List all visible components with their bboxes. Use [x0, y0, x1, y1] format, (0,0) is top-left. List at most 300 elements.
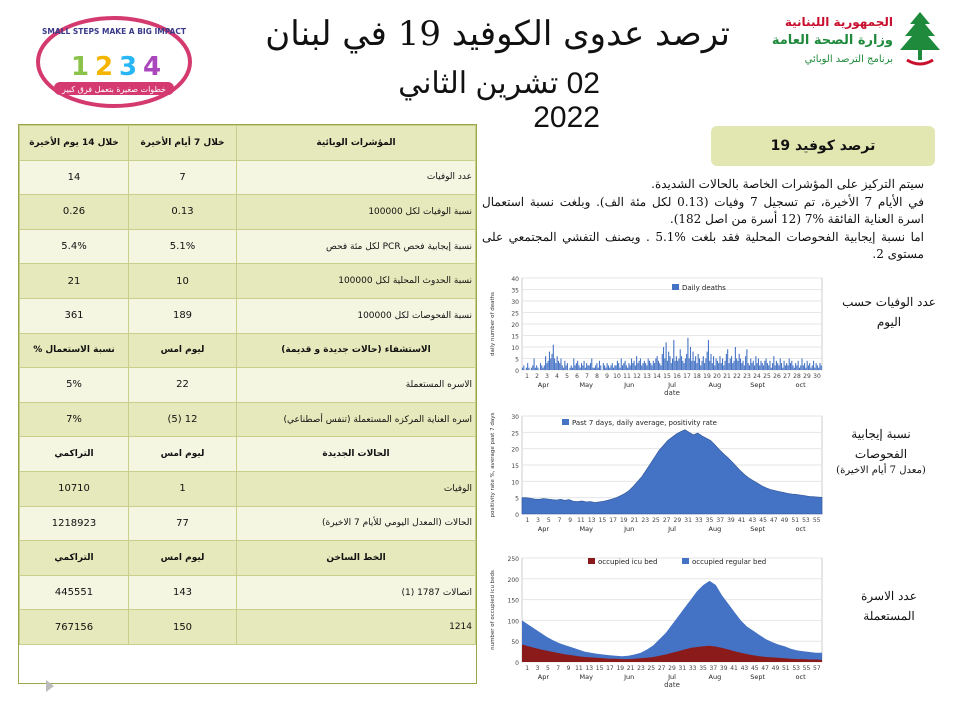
y-tick-label: 0: [515, 368, 519, 375]
table-cell: 77: [129, 506, 237, 541]
deaths-bar: [810, 368, 811, 370]
deaths-bar: [805, 368, 806, 370]
deaths-bar: [699, 359, 700, 371]
deaths-bar: [680, 349, 681, 370]
deaths-bar: [653, 361, 654, 370]
table-cell: خلال 7 أيام الأخيرة: [129, 126, 237, 161]
deaths-bar: [749, 365, 750, 370]
deaths-bar: [740, 359, 741, 371]
deaths-bar: [793, 365, 794, 370]
deaths-bar: [681, 356, 682, 370]
x-tick-label: 25: [647, 665, 656, 672]
deaths-bar: [755, 356, 756, 370]
x-tick-label: 26: [773, 373, 781, 380]
x-tick-label: 21: [626, 665, 635, 672]
x-tick-label: 1: [525, 373, 529, 380]
y-axis-label: daily number of deaths: [490, 292, 496, 356]
deaths-bar: [676, 356, 677, 370]
deaths-bar: [800, 365, 801, 370]
deaths-bar: [758, 359, 759, 371]
deaths-bar: [703, 356, 704, 370]
y-tick-label: 35: [511, 287, 519, 295]
deaths-bar: [545, 356, 546, 370]
deaths-bar: [604, 365, 605, 370]
deaths-bar: [658, 361, 659, 370]
x-tick-label: 16: [673, 373, 681, 380]
x-tick-label: 33: [688, 665, 697, 672]
deaths-bar: [532, 365, 533, 370]
x-tick-label: 3: [535, 665, 540, 672]
x-tick-label: 15: [663, 373, 671, 380]
x-tick-label: 14: [653, 373, 661, 380]
deaths-bar: [576, 363, 577, 370]
x-tick-label: 5: [565, 373, 569, 380]
deaths-bar: [528, 368, 529, 370]
x-tick-label: 19: [703, 373, 711, 380]
table-row: [20, 195, 476, 230]
deaths-bar: [714, 365, 715, 370]
x-tick-label: 9: [568, 517, 573, 524]
deaths-bar: [582, 365, 583, 370]
table-header-row: [20, 333, 476, 368]
deaths-bar: [673, 340, 674, 370]
deaths-bar: [667, 361, 668, 370]
x-tick-label: 30: [813, 373, 821, 380]
deaths-bar: [557, 356, 558, 370]
y-axis-label: number of occupied icu beds: [490, 570, 496, 650]
y-tick-label: 25: [511, 310, 519, 318]
deaths-bar: [816, 363, 817, 370]
deaths-bar: [632, 363, 633, 370]
x-axis-label: date: [664, 389, 680, 397]
table-cell: 1218923: [20, 506, 129, 541]
deaths-bar: [775, 365, 776, 370]
deaths-bar: [776, 361, 777, 370]
x-tick-label: 11: [575, 665, 583, 672]
deaths-bar: [716, 359, 717, 371]
table-row: [20, 575, 476, 610]
deaths-bar: [562, 365, 563, 370]
deaths-bar: [612, 363, 613, 370]
deaths-bar: [773, 356, 774, 370]
campaign-number-2: 2: [94, 52, 114, 82]
deaths-bar: [678, 359, 679, 371]
page-title: ترصد عدوى الكوفيد 19 في لبنان: [265, 14, 730, 54]
deaths-bar: [759, 365, 760, 370]
x-tick-label: 31: [684, 517, 692, 524]
x-tick-label: 45: [759, 517, 767, 524]
deaths-bar: [585, 368, 586, 370]
deaths-bar: [684, 363, 685, 370]
deaths-bar: [527, 363, 528, 370]
deaths-bar: [546, 363, 547, 370]
deaths-bar: [573, 359, 574, 371]
deaths-bar: [572, 368, 573, 370]
deaths-bar: [594, 368, 595, 370]
deaths-bar: [778, 365, 779, 370]
table-cell: 5.1%: [129, 229, 237, 264]
deaths-bar: [596, 363, 597, 370]
month-label: Jul: [668, 525, 676, 533]
deaths-bar: [700, 365, 701, 370]
deaths-bar: [743, 361, 744, 370]
legend-swatch: [682, 558, 689, 564]
positivity-label-text: نسبة إيجابية الفحوصات: [851, 427, 911, 461]
y-tick-label: 15: [511, 463, 519, 470]
month-label: Apr: [537, 381, 550, 389]
month-label: oct: [795, 673, 806, 681]
deaths-bar: [739, 354, 740, 370]
deaths-bar: [819, 363, 820, 370]
deaths-bar: [718, 363, 719, 370]
indicators-table: [18, 124, 477, 684]
deaths-bar: [651, 365, 652, 370]
positivity-rate-chart: [488, 408, 828, 540]
table-cell: 0.26: [20, 195, 129, 230]
campaign-arabic-text: خطوات صغيرة بتعمل فرق كبير: [62, 85, 166, 94]
deaths-bar: [751, 363, 752, 370]
y-tick-label: 100: [507, 618, 519, 626]
deaths-bar: [772, 363, 773, 370]
deaths-bar: [563, 368, 564, 370]
deaths-bar: [710, 354, 711, 370]
x-tick-label: 39: [727, 517, 735, 524]
deaths-bar: [589, 365, 590, 370]
deaths-bar: [701, 361, 702, 370]
x-tick-label: 20: [713, 373, 721, 380]
deaths-bar: [745, 356, 746, 370]
deaths-bar: [619, 368, 620, 370]
table-cell: عدد الوفيات: [237, 160, 476, 195]
x-tick-label: 23: [641, 517, 650, 524]
deaths-bar: [664, 359, 665, 371]
ministry-line3: برنامج الترصد الوبائي: [804, 54, 893, 65]
table-header-row: [20, 437, 476, 472]
deaths-bar: [728, 363, 729, 370]
deaths-bar: [610, 365, 611, 370]
x-tick-label: 17: [606, 665, 614, 672]
x-tick-label: 21: [630, 517, 639, 524]
x-tick-label: 3: [545, 373, 549, 380]
deaths-bar: [655, 359, 656, 371]
y-tick-label: 30: [511, 414, 519, 421]
deaths-bar: [682, 361, 683, 370]
deaths-bar: [614, 365, 615, 370]
deaths-bar: [732, 363, 733, 370]
deaths-bar: [544, 365, 545, 370]
deaths-bar: [741, 363, 742, 370]
deaths-bar: [786, 363, 787, 370]
deaths-bar: [735, 347, 736, 370]
x-tick-label: 19: [616, 665, 625, 672]
campaign-logo: [34, 12, 194, 110]
deaths-bar: [754, 365, 755, 370]
deaths-bar: [784, 361, 785, 370]
deaths-bar: [662, 354, 663, 370]
x-tick-label: 27: [783, 373, 791, 380]
deaths-bar: [814, 368, 815, 370]
deaths-bar: [636, 356, 637, 370]
deaths-bar: [794, 368, 795, 370]
deaths-bar: [704, 363, 705, 370]
deaths-bar: [689, 359, 690, 371]
deaths-bar: [744, 365, 745, 370]
legend-swatch: [562, 419, 569, 425]
y-tick-label: 5: [515, 356, 519, 364]
deaths-bar: [599, 361, 600, 370]
x-tick-label: 37: [709, 665, 718, 672]
x-tick-label: 25: [652, 517, 660, 524]
x-tick-label: 35: [705, 517, 714, 524]
y-tick-label: 10: [511, 479, 519, 487]
legend-swatch: [588, 558, 595, 564]
x-tick-label: 27: [662, 517, 671, 524]
x-tick-label: 1: [525, 517, 530, 524]
x-tick-label: 7: [556, 665, 561, 672]
deaths-bar: [769, 361, 770, 370]
month-label: Sept: [750, 673, 766, 681]
y-tick-label: 25: [511, 430, 519, 438]
deaths-bar: [753, 361, 754, 370]
deaths-bar: [618, 363, 619, 370]
x-tick-label: 29: [673, 517, 682, 524]
deaths-bar: [586, 363, 587, 370]
summary-line: اما نسبة إيجابية الفحوصات المحلية فقد بلغت %5.1 . ويصنف التفشي المجتمعي على مستوى 2.: [482, 229, 924, 261]
table-cell: الاسره المستعملة: [237, 368, 476, 403]
y-axis-label: positivity rate %, average past 7 days: [490, 412, 496, 518]
deaths-bar: [631, 359, 632, 371]
deaths-bar: [608, 365, 609, 370]
deaths-bar: [767, 363, 768, 370]
x-tick-label: 6: [575, 373, 579, 380]
deaths-bar: [625, 361, 626, 370]
deaths-bar: [645, 363, 646, 370]
deaths-bar: [677, 361, 678, 370]
deaths-bar: [736, 359, 737, 371]
campaign-number-3: 3: [118, 52, 138, 82]
deaths-bar: [750, 359, 751, 371]
x-tick-label: 21: [723, 373, 731, 380]
table-cell: 445551: [20, 575, 129, 610]
deaths-bar: [591, 359, 592, 371]
y-tick-label: 15: [511, 333, 519, 341]
x-tick-label: 23: [637, 665, 645, 672]
x-tick-label: 51: [791, 517, 800, 524]
x-tick-label: 10: [613, 373, 621, 380]
table-row: [20, 264, 476, 299]
deaths-bar: [693, 352, 694, 370]
deaths-bar: [669, 356, 670, 370]
x-tick-label: 55: [812, 517, 821, 524]
table-cell: 361: [20, 298, 129, 333]
x-tick-label: 11: [623, 373, 631, 380]
table-header-row: [20, 126, 476, 161]
y-tick-label: 0: [515, 660, 519, 667]
deaths-bar: [708, 340, 709, 370]
y-tick-label: 10: [511, 345, 519, 352]
x-tick-label: 24: [753, 373, 761, 380]
deaths-bar: [690, 347, 691, 370]
table-cell: نسبة إيجابية فحص PCR لكل مئة فحص: [237, 229, 476, 264]
deaths-bar: [554, 359, 555, 371]
campaign-english-text: SMALL STEPS MAKE A BIG IMPACT: [42, 27, 186, 36]
deaths-bar: [581, 363, 582, 370]
beds-chart-label: عدد الاسرة المستعملة: [861, 589, 917, 623]
deaths-bar: [587, 365, 588, 370]
campaign-number-1: 1: [70, 52, 90, 82]
x-tick-label: 43: [748, 517, 757, 524]
deaths-bar: [626, 365, 627, 370]
x-tick-label: 37: [716, 517, 725, 524]
month-label: May: [579, 381, 594, 389]
table-row: [20, 368, 476, 403]
deaths-bar: [627, 368, 628, 370]
table-cell: التراكمي: [20, 541, 129, 576]
deaths-bar: [801, 359, 802, 371]
deaths-bar: [549, 352, 550, 370]
deaths-bar: [548, 361, 549, 370]
deaths-bar: [526, 368, 527, 370]
x-tick-label: 55: [802, 665, 811, 672]
table-cell: نسبة الوفيات لكل 100000: [237, 195, 476, 230]
legend-label: occupied icu bed: [598, 558, 658, 566]
deaths-bar: [789, 359, 790, 371]
deaths-bar: [607, 363, 608, 370]
x-tick-label: 25: [763, 373, 771, 380]
deaths-bar: [630, 365, 631, 370]
legend-label: Daily deaths: [682, 284, 726, 292]
deaths-bar: [628, 363, 629, 370]
deaths-bar: [535, 368, 536, 370]
deaths-bar: [598, 368, 599, 370]
deaths-bar: [748, 363, 749, 370]
month-label: Aug: [708, 673, 722, 681]
x-tick-label: 28: [793, 373, 801, 380]
deaths-bar: [569, 368, 570, 370]
deaths-bar: [691, 361, 692, 370]
deaths-bar: [637, 363, 638, 370]
deaths-bar: [696, 363, 697, 370]
deaths-bar: [782, 368, 783, 370]
deaths-bar: [578, 365, 579, 370]
month-label: May: [579, 525, 594, 533]
deaths-bar: [536, 365, 537, 370]
deaths-bar: [687, 338, 688, 370]
table-cell: 143: [129, 575, 237, 610]
deaths-bar: [537, 368, 538, 370]
month-label: Aug: [708, 525, 722, 533]
deaths-bar: [551, 354, 552, 370]
x-tick-label: 47: [769, 517, 778, 524]
x-tick-label: 41: [730, 665, 738, 672]
y-tick-label: 50: [511, 639, 519, 647]
table-cell: خلال 14 يوم الأخيرة: [20, 126, 129, 161]
x-tick-label: 29: [803, 373, 811, 380]
month-label: May: [579, 673, 594, 681]
y-tick-label: 200: [507, 576, 519, 584]
deaths-bar: [643, 363, 644, 370]
table-cell: الاستشفاء (حالات جديدة و قديمة): [237, 333, 476, 368]
deaths-bar: [531, 368, 532, 370]
month-label: Jun: [624, 525, 635, 533]
summary-line: سيتم التركيز على المؤشرات الخاصة بالحالات الشديدة.: [651, 177, 924, 191]
month-label: Jul: [668, 381, 676, 389]
legend-swatch: [672, 284, 679, 290]
month-label: Sept: [750, 525, 766, 533]
summary-line: في الأيام 7 الأخيرة، تم تسجيل 7 وفيات (0.13 لكل مئة الف). وبلغت نسبة استعمال اسرة العناية الفائقة %7 (12 أسرة من اصل 182).: [482, 194, 924, 226]
deaths-bar: [686, 354, 687, 370]
x-tick-label: 7: [557, 517, 562, 524]
deaths-bar: [560, 359, 561, 371]
deaths-bar: [771, 368, 772, 370]
deaths-bar: [634, 361, 635, 370]
x-tick-label: 57: [813, 665, 821, 672]
deaths-bar: [787, 365, 788, 370]
deaths-bar: [622, 365, 623, 370]
deaths-bar: [821, 365, 822, 370]
x-tick-label: 9: [605, 373, 609, 380]
deaths-bar: [757, 363, 758, 370]
summary-paragraph: [482, 176, 924, 264]
deaths-bar: [694, 361, 695, 370]
table-row: [20, 298, 476, 333]
deaths-bar: [635, 365, 636, 370]
x-tick-label: 43: [740, 665, 749, 672]
table-cell: الحالات (المعدل اليومي للأيام 7 الاخيرة): [237, 506, 476, 541]
deaths-bar: [555, 363, 556, 370]
x-tick-label: 19: [619, 517, 628, 524]
y-tick-label: 150: [507, 597, 519, 605]
deaths-bar: [785, 365, 786, 370]
x-tick-label: 8: [595, 373, 599, 380]
x-tick-label: 39: [719, 665, 728, 672]
deaths-bar: [798, 361, 799, 370]
deaths-bar: [654, 363, 655, 370]
deaths-bar: [796, 365, 797, 370]
x-tick-label: 13: [585, 665, 594, 672]
deaths-bar: [717, 361, 718, 370]
deaths-bar: [803, 365, 804, 370]
x-tick-label: 3: [536, 517, 540, 524]
deaths-bar: [584, 361, 585, 370]
deaths-bar: [616, 365, 617, 370]
deaths-bar: [541, 365, 542, 370]
deaths-bar: [575, 365, 576, 370]
deaths-bar: [659, 363, 660, 370]
table-cell: اتصالات 1787 (1): [237, 575, 476, 610]
x-tick-label: 33: [694, 517, 703, 524]
deaths-bar: [558, 361, 559, 370]
deaths-bar: [571, 365, 572, 370]
deaths-bar: [780, 359, 781, 371]
deaths-bar: [613, 368, 614, 370]
y-tick-label: 30: [511, 299, 519, 306]
deaths-bar: [593, 368, 594, 370]
table-header-row: [20, 541, 476, 576]
table-cell: الحالات الجديدة: [237, 437, 476, 472]
table-cell: 21: [20, 264, 129, 299]
cedar-icon: [900, 12, 940, 50]
deaths-bar: [553, 345, 554, 370]
deaths-bar: [707, 352, 708, 370]
deaths-bar: [522, 368, 523, 370]
table-cell: المؤشرات الوبائية: [237, 126, 476, 161]
deaths-bar: [639, 361, 640, 370]
table-cell: اسره العناية المركزه المستعملة (تنفس أصطناعي): [237, 402, 476, 437]
deaths-bar: [705, 359, 706, 371]
deaths-bar: [695, 356, 696, 370]
legend-label: Past 7 days, daily average, positivity rate: [572, 419, 717, 427]
